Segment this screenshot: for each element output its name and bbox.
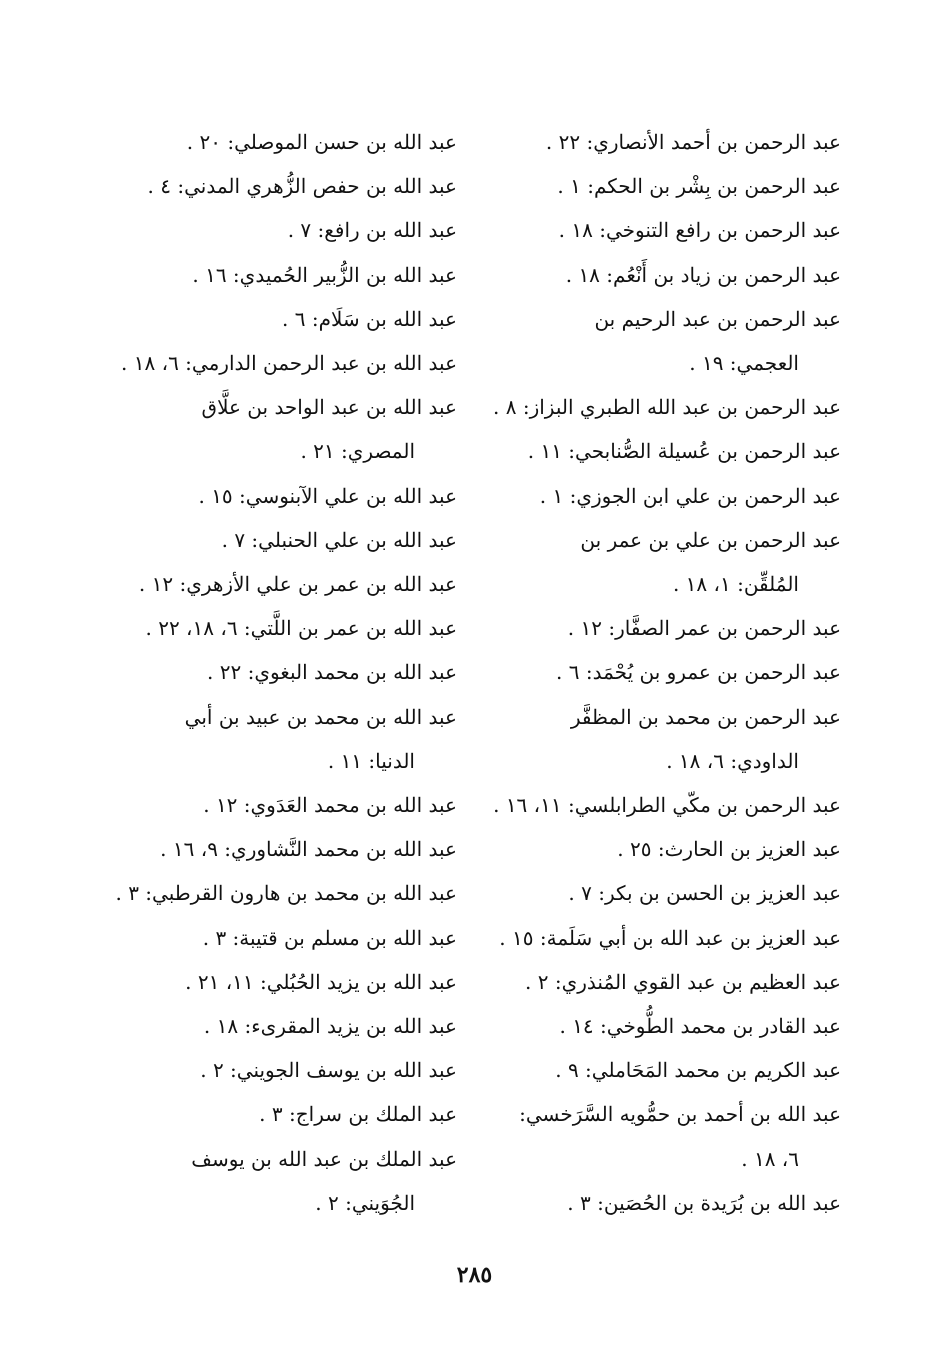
index-entry: عبد الله بن الزُّبير الحُميدي: ١٦ . [192, 262, 457, 287]
index-entry: عبد العزيز بن الحارث: ٢٥ . [617, 837, 841, 862]
index-entry: عبد الله بن يزيد الحُبُلي: ١١، ٢١ . [185, 969, 457, 994]
index-entry: عبد الله بن يوسف الجويني: ٢ . [200, 1058, 457, 1083]
index-entry: عبد الله بن أحمد بن حمُّويه السَّرَخسي: [519, 1102, 841, 1127]
page-number: ٢٨٥ [456, 1262, 493, 1288]
index-entry: عبد الرحمن بن محمد بن المظفَّر [570, 704, 841, 729]
index-entry-continuation: المصري: ٢١ . [300, 439, 415, 464]
index-entry: عبد الله بن محمد البغوي: ٢٢ . [207, 660, 457, 685]
index-column-left [112, 120, 457, 1225]
index-entry: عبد الله بن سَلَام: ٦ . [282, 306, 457, 331]
index-entry: عبد العزيز بن عبد الله بن أبي سَلَمة: ١٥ . [499, 925, 841, 950]
index-entry: عبد الله بن حفص الزُّهري المدني: ٤ . [147, 174, 457, 199]
index-entry: عبد العزيز بن الحسن بن بكر: ٧ . [568, 881, 841, 906]
index-entry-continuation: الداودي: ٦، ١٨ . [666, 748, 799, 773]
index-entry: عبد الرحمن بن رافع التنوخي: ١٨ . [558, 218, 841, 243]
index-entry: عبد الله بن محمد بن عبيد بن أبي [184, 704, 457, 729]
index-entry: عبد الرحمن بن مكّي الطرابلسي: ١١، ١٦ . [493, 793, 841, 818]
index-entry: عبد الله بن رافع: ٧ . [287, 218, 457, 243]
index-entry: عبد الملك بن سراج: ٣ . [259, 1102, 457, 1127]
index-entry-continuation: الدنيا: ١١ . [327, 748, 415, 773]
index-entry: عبد الله بن محمد النَّشاوري: ٩، ١٦ . [160, 837, 457, 862]
index-entry: عبد الله بن عمر بن علي الأزهري: ١٢ . [138, 572, 457, 597]
index-entry: عبد الرحمن بن علي بن عمر بن [580, 527, 841, 552]
index-entry: عبد الله بن علي الحنبلي: ٧ . [221, 527, 457, 552]
index-entry: عبد الرحمن بن عمر الصفَّار: ١٢ . [567, 616, 841, 641]
index-entry: عبد الله بن محمد بن هارون القرطبي: ٣ . [115, 881, 457, 906]
index-entry: عبد الله بن بُرَيدة بن الحُصَين: ٣ . [567, 1190, 841, 1215]
index-entry: عبد الله بن عمر بن اللَّتي: ٦، ١٨، ٢٢ . [145, 616, 457, 641]
index-entry: عبد الرحمن بن بِشْر بن الحكم: ١ . [557, 174, 841, 199]
index-entry: عبد الرحمن بن عمرو بن يُحْمَد: ٦ . [556, 660, 841, 685]
index-entry: عبد الله بن علي الآبنوسي: ١٥ . [198, 483, 457, 508]
index-entry-continuation: الجُوَيني: ٢ . [315, 1190, 415, 1215]
index-entry: عبد الله بن عبد الواحد بن علَّاق [201, 395, 457, 420]
index-entry-continuation: ٦، ١٨ . [741, 1146, 799, 1171]
index-entry: عبد الرحمن بن زياد بن أَنْعُم: ١٨ . [565, 262, 841, 287]
index-entry: عبد الرحمن بن أحمد الأنصاري: ٢٢ . [545, 130, 841, 154]
index-column-right [493, 120, 841, 1225]
index-entry: عبد الرحمن بن عُسيلة الصُّنابحي: ١١ . [527, 439, 841, 464]
index-entry: عبد الله بن يزيد المقرىء: ١٨ . [203, 1014, 457, 1039]
index-entry-continuation: المُلقِّن: ١، ١٨ . [672, 572, 799, 597]
index-entry: عبد القادر بن محمد الطُّوخي: ١٤ . [559, 1014, 841, 1039]
index-entry: عبد الملك بن عبد الله بن يوسف [191, 1146, 457, 1171]
index-entry: عبد الرحمن بن عبد الرحيم بن [594, 306, 841, 331]
index-entry: عبد الله بن محمد العَدَوي: ١٢ . [203, 793, 457, 818]
index-entry: عبد العظيم بن عبد القوي المُنذري: ٢ . [525, 969, 841, 994]
index-entry-continuation: العجمي: ١٩ . [689, 351, 799, 376]
index-entry: عبد الله بن مسلم بن قتيبة: ٣ . [202, 925, 457, 950]
index-entry: عبد الرحمن بن عبد الله الطبري البزاز: ٨ . [493, 395, 841, 420]
index-entry: عبد الكريم بن محمد المَحَاملي: ٩ . [555, 1058, 841, 1083]
index-entry: عبد الله بن عبد الرحمن الدارمي: ٦، ١٨ . [121, 351, 457, 376]
index-entry: عبد الرحمن بن علي ابن الجوزي: ١ . [539, 483, 841, 508]
index-entry: عبد الله بن حسن الموصلي: ٢٠ . [186, 130, 457, 154]
